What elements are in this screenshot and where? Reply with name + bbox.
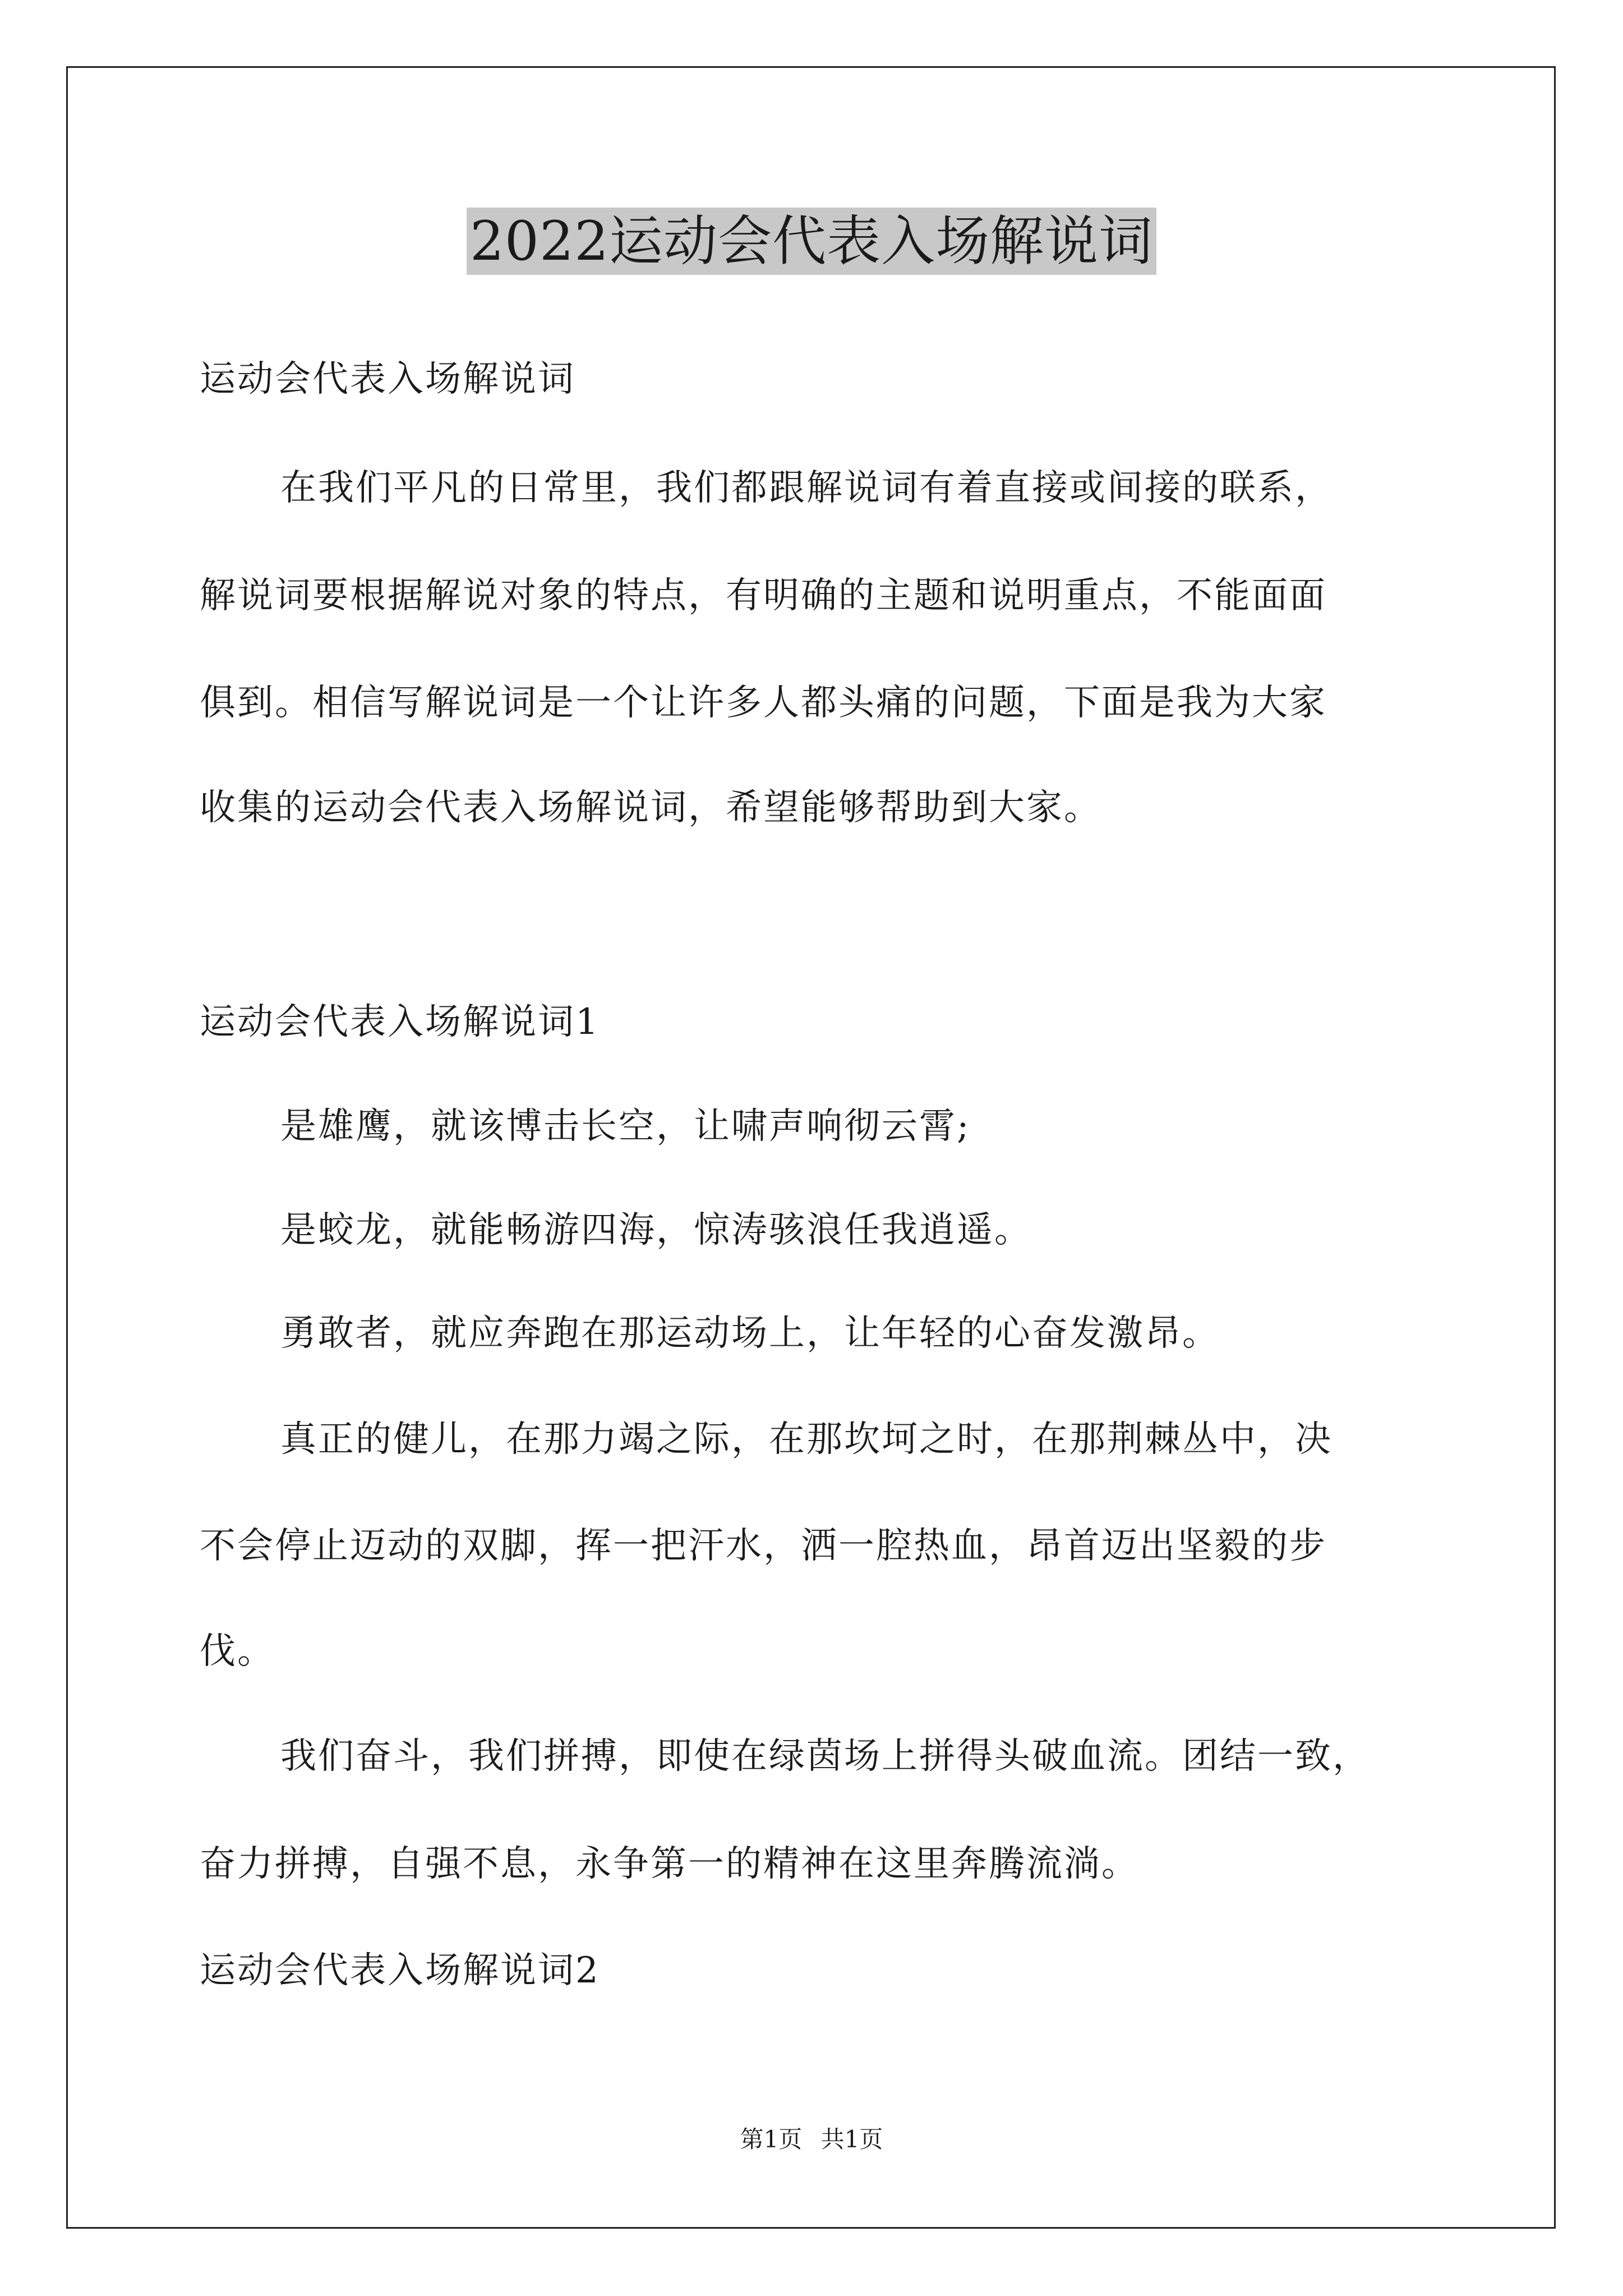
section-heading-1: 运动会代表入场解说词1 — [200, 1001, 600, 1043]
page-total: 共1页 — [820, 2125, 883, 2153]
intro-line: 解说词要根据解说对象的特点，有明确的主题和说明重点，不能面面 — [200, 575, 1327, 616]
page-number: 第1页 — [740, 2125, 803, 2153]
body-line: 真正的健儿，在那力竭之际，在那坎坷之时，在那荆棘丛中，决 — [280, 1419, 1332, 1460]
body-line: 不会停止迈动的双脚，挥一把汗水，洒一腔热血，昂首迈出坚毅的步 — [200, 1525, 1327, 1567]
intro-line: 俱到。相信写解说词是一个让许多人都头痛的问题，下面是我为大家 — [200, 682, 1327, 724]
title-container — [0, 208, 1623, 275]
body-line: 是雄鹰，就该博击长空，让啸声响彻云霄; — [280, 1106, 971, 1147]
body-line: 伐。 — [200, 1631, 275, 1672]
body-line: 奋力拼搏，自强不息，永争第一的精神在这里奔腾流淌。 — [200, 1843, 1139, 1885]
body-line: 勇敢者，就应奔跑在那运动场上，让年轻的心奋发激昂。 — [280, 1313, 1220, 1354]
document-title: 2022运动会代表入场解说词 — [467, 208, 1156, 275]
subtitle-heading: 运动会代表入场解说词 — [200, 358, 575, 400]
body-line: 我们奋斗，我们拼搏，即使在绿茵场上拼得头破血流。团结一致， — [280, 1736, 1370, 1777]
intro-line: 在我们平凡的日常里，我们都跟解说词有着直接或间接的联系， — [280, 467, 1332, 509]
intro-line: 收集的运动会代表入场解说词，希望能够帮助到大家。 — [200, 787, 1101, 829]
body-line: 是蛟龙，就能畅游四海，惊涛骇浪任我逍遥。 — [280, 1209, 1032, 1251]
section-heading-2: 运动会代表入场解说词2 — [200, 1950, 600, 1991]
page-footer — [0, 2124, 1623, 2155]
